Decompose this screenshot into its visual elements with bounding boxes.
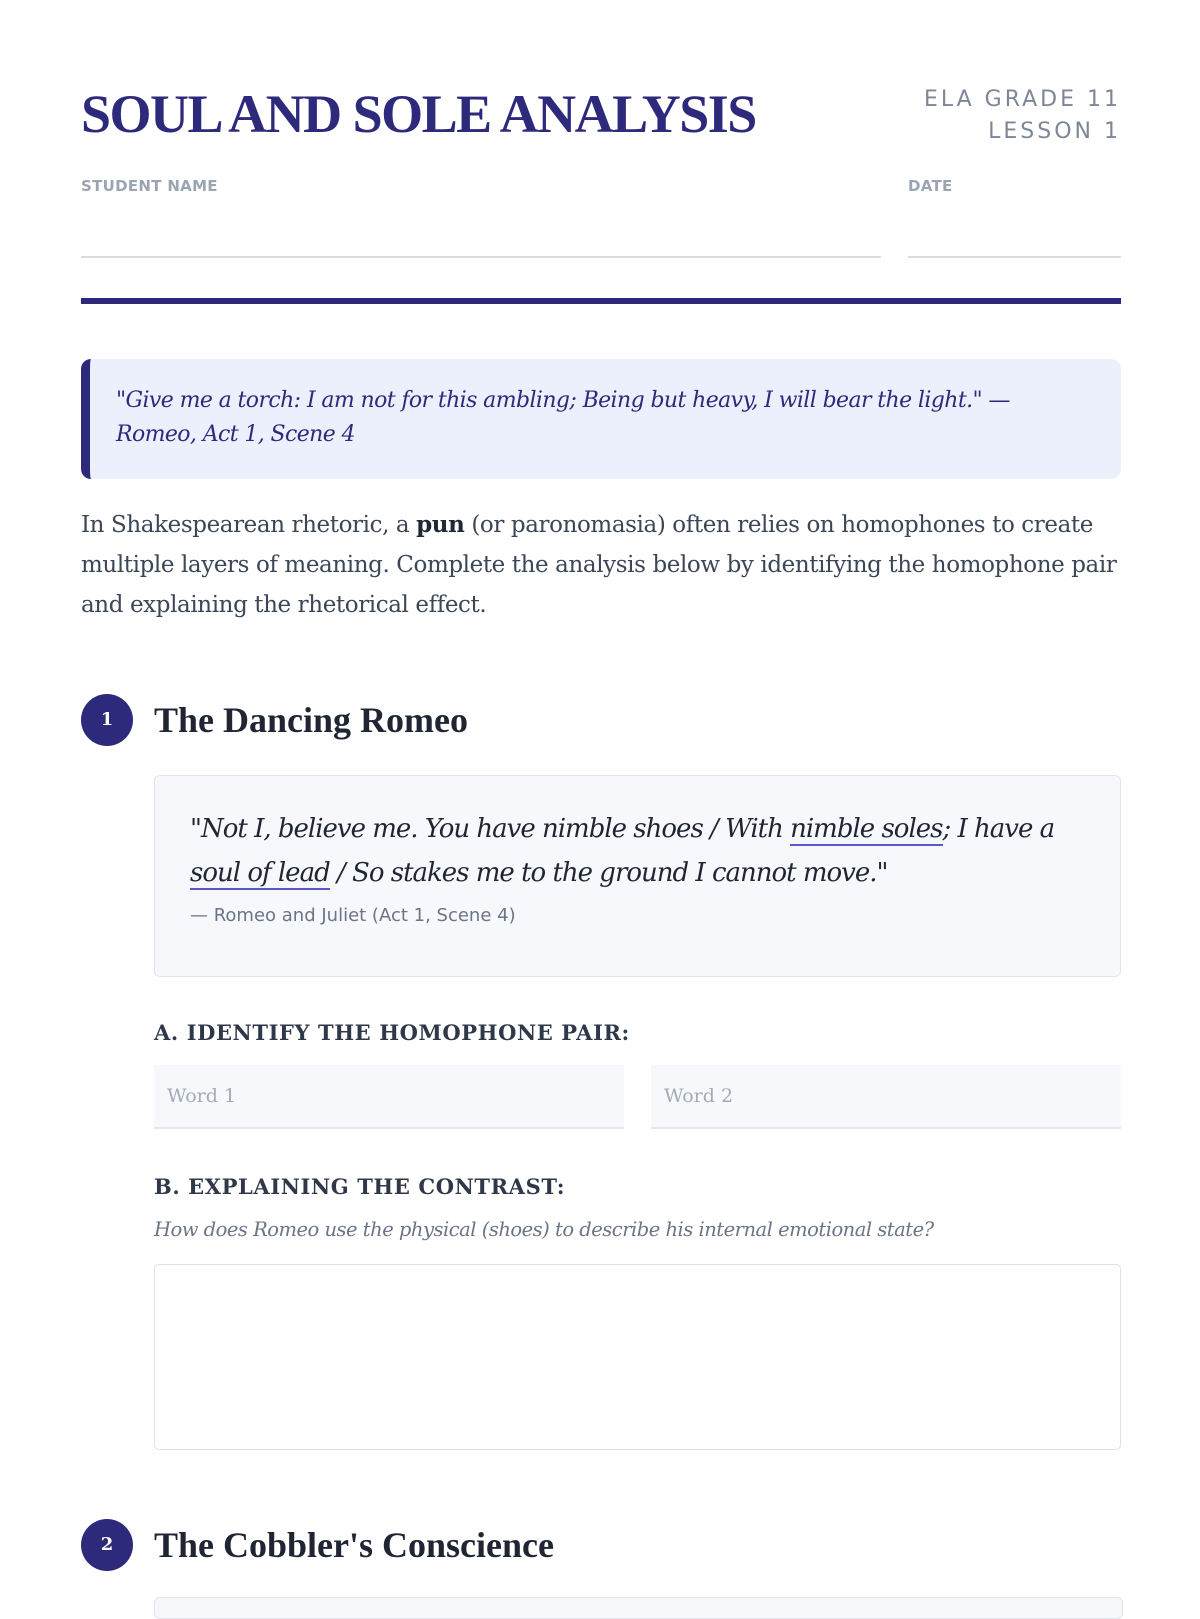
word-2-input[interactable] bbox=[651, 1065, 1121, 1129]
section-2-quote-card bbox=[154, 1597, 1123, 1619]
intro-text-before: In Shakespearean rhetoric, a bbox=[81, 512, 417, 538]
student-name-label: STUDENT NAME bbox=[81, 177, 218, 195]
student-name-field[interactable] bbox=[81, 256, 881, 258]
epigraph-quote: "Give me a torch: I am not for this ambling; Being but heavy, I will bear the light." — Romeo, Act 1, Scene 4 bbox=[116, 388, 1010, 447]
section-1-quote-card bbox=[154, 775, 1121, 977]
part-b-label: B. EXPLAINING THE CONTRAST: bbox=[154, 1174, 566, 1199]
part-a-label: A. IDENTIFY THE HOMOPHONE PAIR: bbox=[154, 1020, 630, 1045]
page-title: SOUL AND SOLE ANALYSIS bbox=[81, 84, 756, 144]
intro-term: pun bbox=[416, 511, 465, 538]
intro-text-after: (or paronomasia) often relies on homophones to create multiple layers of meaning. Complete the analysis below by identifying the homophone pair and explaining the rhetorical effect. bbox=[81, 512, 1117, 618]
quote-segment: ; I have a bbox=[942, 814, 1055, 844]
section-1-citation: — Romeo and Juliet (Act 1, Scene 4) bbox=[190, 905, 516, 926]
underlined-phrase-soul-of-lead: soul of lead bbox=[190, 858, 330, 888]
section-1-quote bbox=[190, 807, 1090, 895]
intro-paragraph bbox=[81, 505, 1121, 625]
contrast-answer-textarea[interactable] bbox=[154, 1264, 1121, 1450]
course-meta bbox=[924, 84, 1121, 148]
date-field[interactable] bbox=[908, 256, 1121, 258]
header-divider bbox=[81, 298, 1121, 304]
grade-label: ELA GRADE 11 bbox=[923, 87, 1121, 112]
quote-segment: / So stakes me to the ground I cannot move." bbox=[329, 858, 888, 888]
quote-segment: "Not I, believe me. You have nimble shoes / With bbox=[190, 814, 791, 844]
lesson-label: LESSON 1 bbox=[988, 119, 1121, 144]
underlined-phrase-nimble-soles: nimble soles bbox=[790, 814, 943, 844]
section-1-number-badge: 1 bbox=[81, 694, 133, 746]
part-b-hint: How does Romeo use the physical (shoes) to describe his internal emotional state? bbox=[154, 1218, 934, 1241]
date-label: DATE bbox=[908, 177, 953, 195]
section-2-number-badge: 2 bbox=[81, 1519, 133, 1571]
epigraph-callout bbox=[81, 359, 1121, 479]
section-1-title: The Dancing Romeo bbox=[154, 700, 468, 740]
section-2-title: The Cobbler's Conscience bbox=[154, 1525, 554, 1565]
word-1-input[interactable] bbox=[154, 1065, 624, 1129]
